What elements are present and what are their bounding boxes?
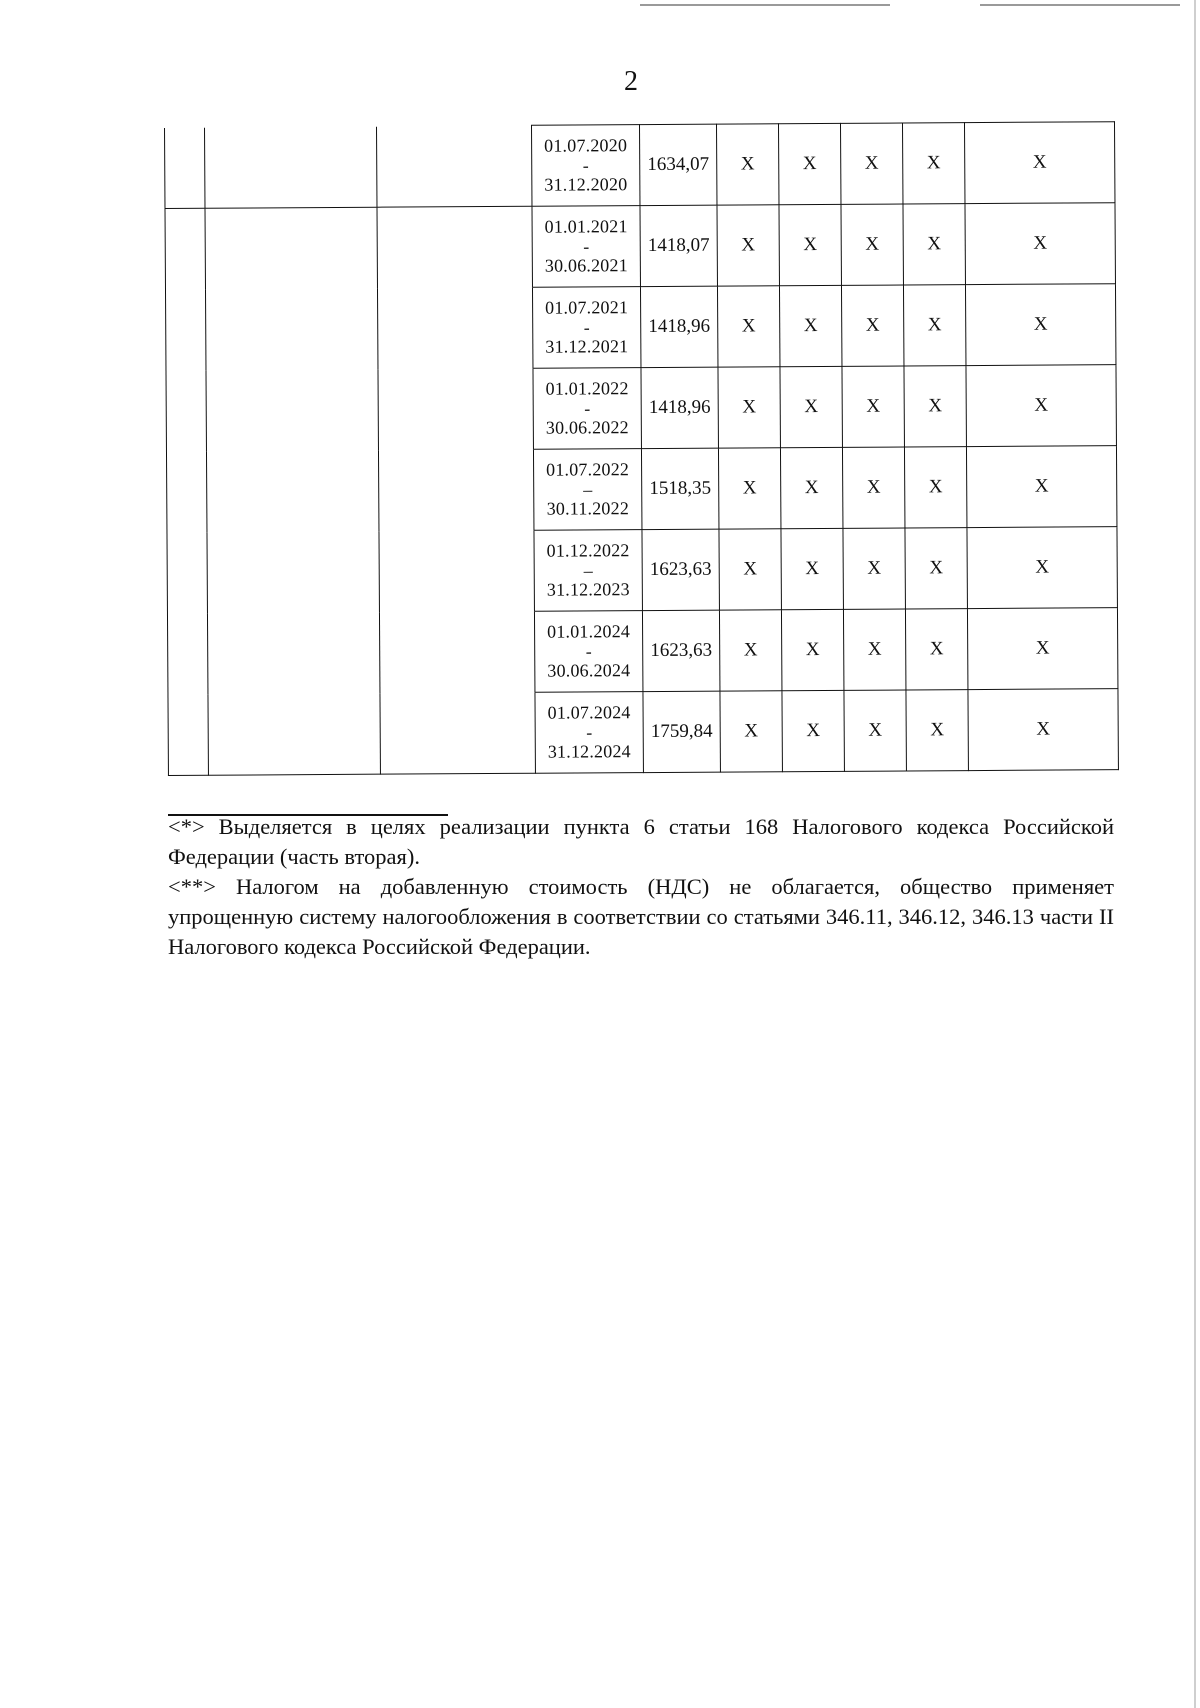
not-applicable-mark: Х — [778, 123, 840, 204]
period-separator: - — [582, 155, 589, 176]
period-cell — [534, 530, 642, 612]
not-applicable-mark: Х — [840, 123, 902, 204]
period-cell — [532, 206, 640, 288]
period-start: 01.07.2024 — [547, 702, 631, 723]
not-applicable-mark: Х — [716, 124, 778, 205]
price-cell: 1623,63 — [642, 610, 719, 691]
not-applicable-mark: Х — [717, 205, 779, 286]
period-cell — [534, 611, 642, 693]
not-applicable-mark: Х — [717, 286, 779, 367]
period-start: 01.01.2024 — [547, 621, 631, 642]
not-applicable-mark: Х — [780, 366, 842, 447]
empty-cell — [379, 530, 534, 612]
period-separator: – — [583, 479, 593, 500]
empty-cell — [205, 126, 377, 208]
period-separator: - — [584, 398, 591, 419]
price-cell: 1759,84 — [643, 691, 720, 772]
not-applicable-mark: Х — [841, 204, 903, 285]
period-end: 31.12.2020 — [544, 174, 628, 195]
empty-cell — [376, 125, 531, 207]
not-applicable-mark: Х — [902, 123, 964, 204]
period-separator: - — [583, 236, 590, 257]
empty-cell — [166, 370, 206, 451]
not-applicable-mark: Х — [964, 122, 1114, 204]
not-applicable-mark: Х — [779, 204, 841, 285]
not-applicable-mark: Х — [780, 447, 842, 528]
footnotes — [168, 812, 1114, 962]
table-row — [165, 122, 1115, 209]
price-cell: 1634,07 — [639, 124, 716, 205]
period-end: 30.06.2022 — [545, 417, 629, 438]
period-end: 30.06.2021 — [544, 255, 628, 276]
empty-cell — [380, 692, 535, 774]
period-end: 31.12.2023 — [546, 579, 630, 600]
period-start: 01.07.2020 — [544, 135, 628, 156]
tariff-table — [164, 121, 1119, 776]
period-cell — [533, 368, 641, 450]
not-applicable-mark: Х — [967, 608, 1117, 690]
period-separator: - — [585, 641, 592, 662]
not-applicable-mark: Х — [903, 204, 965, 285]
period-cell — [532, 287, 640, 369]
footnote-vat-exemption: <**> Налогом на добавленную стоимость (НДС) не облагается, общество применяет упрощенную систему налогообложения в соответствии со статьями 346.11, 346.12, 346.13 части II Налогового кодекса Российской Федерации. — [168, 874, 1114, 959]
table-row — [168, 689, 1118, 776]
period-end: 31.12.2024 — [547, 741, 631, 762]
period-separator: – — [583, 560, 593, 581]
not-applicable-mark: Х — [966, 446, 1116, 528]
footnote-vat-allocation: <*> Выделяется в целях реализации пункта 6 статьи 168 Налогового кодекса Российской Федерации (часть вторая). — [168, 814, 1114, 869]
not-applicable-mark: Х — [905, 609, 967, 690]
price-cell: 1418,96 — [641, 367, 718, 448]
not-applicable-mark: Х — [720, 691, 782, 772]
not-applicable-mark: Х — [719, 529, 781, 610]
period-end: 30.06.2024 — [547, 660, 631, 681]
not-applicable-mark: Х — [843, 609, 905, 690]
empty-cell — [378, 368, 533, 450]
period-end: 31.12.2021 — [545, 336, 629, 357]
scan-top-line — [640, 4, 890, 6]
empty-cell — [166, 451, 206, 532]
period-separator: - — [586, 722, 593, 743]
not-applicable-mark: Х — [718, 367, 780, 448]
empty-cell — [206, 450, 378, 532]
not-applicable-mark: Х — [781, 609, 843, 690]
not-applicable-mark: Х — [842, 447, 904, 528]
period-end: 30.11.2022 — [546, 498, 630, 519]
empty-cell — [378, 449, 533, 531]
not-applicable-mark: Х — [965, 284, 1115, 366]
not-applicable-mark: Х — [844, 690, 906, 771]
price-cell: 1418,96 — [640, 286, 717, 367]
empty-cell — [168, 694, 208, 775]
price-cell: 1418,07 — [640, 205, 717, 286]
price-cell: 1518,35 — [641, 448, 718, 529]
not-applicable-mark: Х — [843, 528, 905, 609]
empty-cell — [165, 208, 205, 289]
period-separator: - — [583, 317, 590, 338]
period-start: 01.07.2021 — [545, 297, 629, 318]
empty-cell — [377, 287, 532, 369]
empty-cell — [205, 207, 377, 289]
empty-cell — [167, 613, 207, 694]
empty-cell — [167, 532, 207, 613]
not-applicable-mark: Х — [968, 689, 1118, 771]
empty-cell — [379, 611, 534, 693]
not-applicable-mark: Х — [842, 366, 904, 447]
period-cell — [533, 449, 641, 531]
period-start: 01.12.2022 — [546, 540, 630, 561]
not-applicable-mark: Х — [903, 285, 965, 366]
not-applicable-mark: Х — [905, 528, 967, 609]
scan-right-edge — [1194, 0, 1196, 1708]
not-applicable-mark: Х — [904, 366, 966, 447]
not-applicable-mark: Х — [782, 690, 844, 771]
not-applicable-mark: Х — [779, 285, 841, 366]
empty-cell — [207, 612, 379, 694]
not-applicable-mark: Х — [718, 448, 780, 529]
table-row — [165, 284, 1115, 371]
empty-cell — [165, 127, 205, 208]
not-applicable-mark: Х — [967, 527, 1117, 609]
empty-cell — [208, 693, 380, 775]
price-cell: 1623,63 — [642, 529, 719, 610]
scan-top-line — [980, 4, 1180, 6]
period-start: 01.07.2022 — [546, 459, 630, 480]
not-applicable-mark: Х — [965, 203, 1115, 285]
table-row — [165, 203, 1115, 290]
table-row — [167, 527, 1117, 614]
period-start: 01.01.2022 — [545, 378, 629, 399]
period-cell — [531, 125, 639, 207]
empty-cell — [207, 531, 379, 613]
not-applicable-mark: Х — [781, 528, 843, 609]
period-start: 01.01.2021 — [544, 216, 628, 237]
page-number: 2 — [624, 66, 638, 97]
period-cell — [535, 692, 643, 774]
empty-cell — [165, 289, 205, 370]
not-applicable-mark: Х — [719, 610, 781, 691]
table-row — [166, 365, 1116, 452]
empty-cell — [377, 206, 532, 288]
empty-cell — [206, 369, 378, 451]
not-applicable-mark: Х — [841, 285, 903, 366]
not-applicable-mark: Х — [906, 690, 968, 771]
table-row — [167, 608, 1117, 695]
not-applicable-mark: Х — [966, 365, 1116, 447]
empty-cell — [205, 288, 377, 370]
table-row — [166, 446, 1116, 533]
not-applicable-mark: Х — [904, 447, 966, 528]
